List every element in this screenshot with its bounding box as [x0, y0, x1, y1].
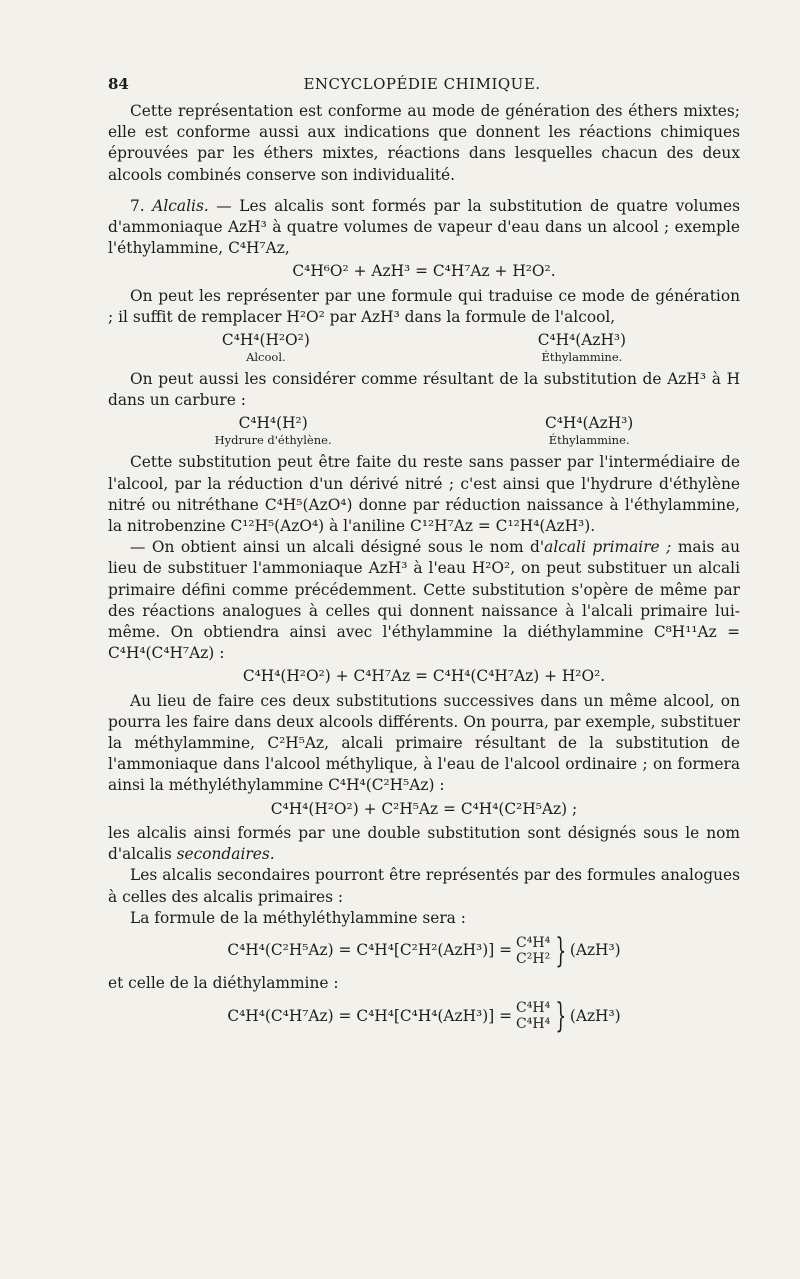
stack-top: C⁴H⁴ [516, 1000, 551, 1017]
formula: C⁴H⁴(AzH³) [544, 414, 634, 433]
section-paragraph [108, 196, 740, 260]
equation-tail: (AzH³) [569, 1006, 621, 1025]
section-title: Alcalis. [152, 196, 209, 215]
equation [108, 930, 740, 971]
equation-lhs: C⁴H⁴(C⁴H⁷Az) = C⁴H⁴[C⁴H⁴(AzH³)] = [227, 1006, 513, 1025]
formula-caption: Hydrure d'éthylène. [214, 433, 332, 448]
paragraph: Cette représentation est conforme au mode de génération des éthers mixtes; elle est conforme aussi aux indications que donnent les réactions chimiques éprouvées par les éthers mixtes, réactions dans lesquelles chacun des deux alcools combinés conserve son individualité. [108, 102, 740, 184]
paragraph: On peut aussi les considérer comme résultant de la substitution de AzH³ à H dans un carbure : [108, 370, 740, 410]
paragraph: On peut les représenter par une formule qui traduise ce mode de génération ; il suffit de remplacer H²O² par AzH³ dans la formule de l'alcool, [108, 286, 740, 326]
formula-stack [516, 1000, 550, 1032]
equation-tail: (AzH³) [569, 941, 621, 960]
text-run: — On obtient ainsi un alcali désigné sous le nom d' [130, 538, 545, 557]
emphasis: secondaires. [176, 845, 275, 864]
brace: } [555, 996, 567, 1037]
formula-pair [108, 331, 740, 364]
page-number: 84 [108, 75, 129, 93]
stack-top: C⁴H⁴ [516, 934, 551, 951]
text-run: les alcalis ainsi formés par une double substitution sont désignés sous le nom d'alcalis [108, 823, 740, 864]
paragraph: La formule de la méthyléthylammine sera : [130, 908, 466, 927]
running-title: ENCYCLOPÉDIE CHIMIQUE. [303, 75, 541, 93]
page-body [108, 101, 740, 1038]
formula-pair [108, 414, 740, 447]
equation [108, 996, 740, 1037]
paragraph: et celle de la diéthylammine : [108, 973, 339, 992]
stack-bottom: C⁴H⁴ [516, 1016, 551, 1033]
equation-lhs: C⁴H⁴(C²H⁵Az) = C⁴H⁴[C²H²(AzH³)] = [227, 941, 513, 960]
equation: C⁴H⁴(H²O²) + C²H⁵Az = C⁴H⁴(C²H⁵Az) ; [270, 799, 578, 818]
section-text: — Les alcalis sont formés par la substitution de quatre volumes d'ammoniaque AzH³ à quatre volumes de vapeur d'eau dans un alcool ; exemple l'éthylammine, C⁴H⁷Az, [108, 196, 740, 258]
formula-caption: Éthylammine. [548, 433, 630, 448]
paragraph: Cette substitution peut être faite du reste sans passer par l'intermédiaire de l'alcool, par la réduction d'un dérivé nitré ; c'est ainsi que l'hydrure d'éthylène nitré ou nitréthane C⁴H⁵(AzO⁴) donne par réduction naissance à l'éthylammine, la nitrobenzine C¹²H⁵(AzO⁴) à l'aniline C¹²H⁷Az = C¹²H⁴(AzH³). [108, 453, 740, 536]
formula-caption: Alcool. [246, 350, 286, 365]
equation: C⁴H⁶O² + AzH³ = C⁴H⁷Az + H²O². [292, 262, 556, 281]
paragraph: Au lieu de faire ces deux substitutions successives dans un même alcool, on pourra les faire dans deux alcools différents. On pourra, par exemple, substituer la méthylammine, C²H⁵Az, alcali primaire résultant de la substitution de l'ammoniaque dans l'alcool méthylique, à l'eau de l'alcool ordinaire ; on formera ainsi la méthyléthylammine C⁴H⁴(C²H⁵Az) : [108, 691, 740, 795]
paragraph [108, 537, 740, 664]
formula: C⁴H⁴(H²O²) [221, 331, 310, 350]
formula-stack [516, 935, 550, 967]
brace: } [555, 930, 567, 971]
equation: C⁴H⁴(H²O²) + C⁴H⁷Az = C⁴H⁴(C⁴H⁷Az) + H²O². [242, 667, 606, 686]
stack-bottom: C²H² [516, 950, 551, 967]
paragraph: Les alcalis secondaires pourront être représentés par des formules analogues à celles des alcalis primaires : [108, 866, 740, 906]
section-number: 7. [130, 196, 145, 215]
formula-caption: Éthylammine. [541, 350, 623, 365]
text-run: mais au lieu de substituer l'ammoniaque AzH³ à l'eau H²O², on peut substituer un alcali primaire défini comme précédemment. Cette substitution s'opère de même par des réactions analogues à celles qui donnent naissance à l'alcali primaire lui-même. On obtiendra ainsi avec l'éthylammine la diéthylammine C⁸H¹¹Az = C⁴H⁴(C⁴H⁷Az) : [108, 538, 740, 663]
formula: C⁴H⁴(AzH³) [537, 331, 627, 350]
page-header [108, 75, 736, 99]
paragraph [108, 823, 740, 865]
formula: C⁴H⁴(H²) [238, 414, 308, 433]
emphasis: alcali primaire ; [544, 538, 672, 557]
